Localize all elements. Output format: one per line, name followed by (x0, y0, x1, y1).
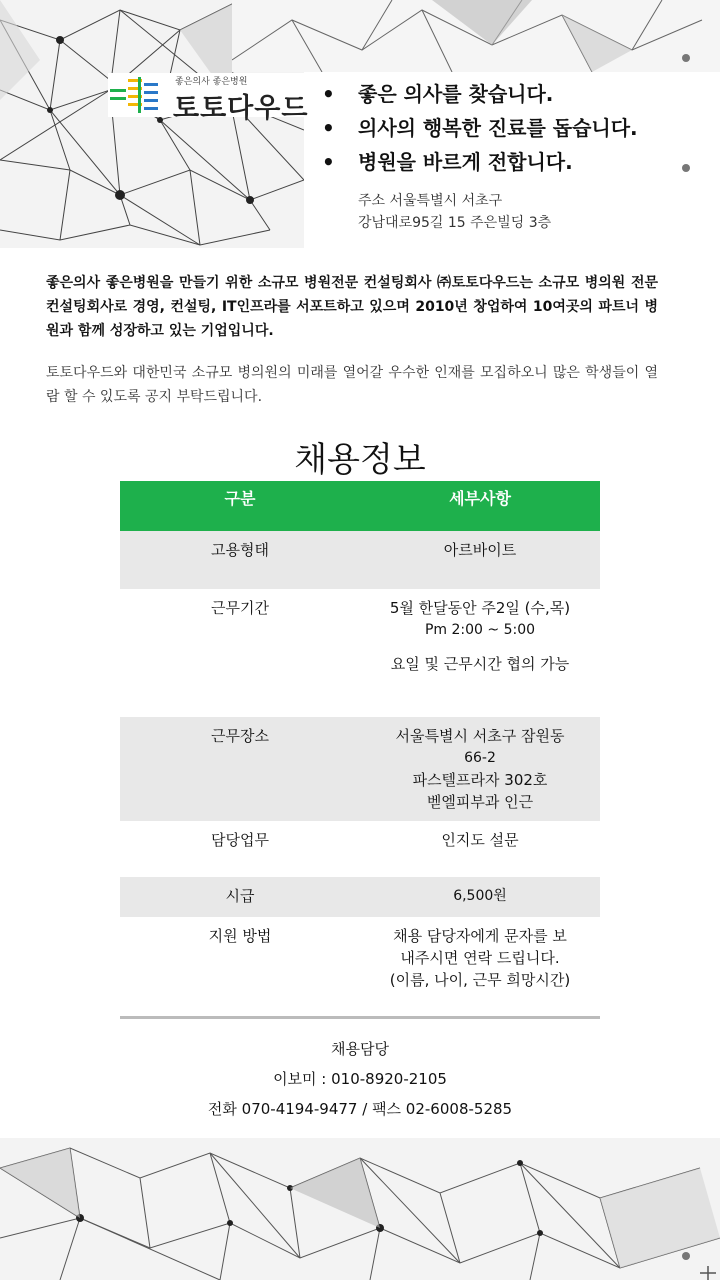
table-row (120, 531, 600, 589)
table-row (120, 917, 600, 995)
notice-paragraph: 토토다우드와 대한민국 소규모 병의원의 미래를 열어갈 우수한 인재를 모집하오니 많은 학생들이 열람 할 수 있도록 공지 부탁드립니다. (46, 365, 658, 405)
value-line: 6,500원 (453, 888, 507, 904)
company-intro: 좋은의사 좋은병원을 만들기 위한 소규모 병원전문 컨설팅회사 ㈜토토다우드는 소규모 병의원 전문 컨설팅회사로 경영, 컨설팅, IT인프라를 서포트하고 있으며 2010년 창업하여 10여곳의 파트너 병원과 함께 성장하고 있는 기업입니다. (46, 275, 658, 339)
polygon-art-top-right (232, 0, 720, 72)
recruit-table (120, 481, 600, 995)
row-label: 시급 (225, 887, 255, 905)
value-line: 인지도 설문 (441, 831, 519, 849)
row-value (360, 821, 600, 877)
value-line: 파스텔프라자 302호 (412, 771, 548, 789)
row-value (360, 917, 600, 995)
row-label: 근무기간 (211, 599, 269, 617)
value-line: (이름, 나이, 근무 희망시간) (389, 971, 571, 989)
row-label: 고용형태 (211, 541, 269, 559)
contact-title: 채용담당 (331, 1040, 389, 1058)
value-line: Pm 2:00 ~ 5:00 (424, 622, 536, 638)
value-line: 아르바이트 (443, 541, 517, 559)
polygon-art-bottom (0, 1138, 720, 1280)
page-title: 채용정보 (294, 440, 426, 480)
row-value (360, 531, 600, 589)
table-header (120, 481, 600, 531)
table-row (120, 717, 600, 821)
row-label: 근무장소 (211, 727, 269, 745)
value-line (360, 641, 600, 653)
table-row (120, 877, 600, 917)
table-row (120, 589, 600, 717)
row-value (360, 589, 600, 717)
row-label: 지원 방법 (208, 927, 272, 945)
dot-decoration (682, 1252, 690, 1260)
value-line: 벧엘피부과 인근 (426, 793, 534, 811)
column-header: 구분 (224, 489, 256, 508)
table-row (120, 821, 600, 877)
divider (120, 1016, 600, 1019)
value-line: 서울특별시 서초구 잠원동 (395, 727, 565, 745)
logo-subtitle: 좋은의사 좋은병원 (175, 77, 248, 87)
mission-item: • 의사의 행복한 진료를 돕습니다. (322, 114, 638, 148)
row-label: 담당업무 (211, 831, 269, 849)
value-line: 채용 담당자에게 문자를 보 (393, 927, 567, 945)
dot-decoration (682, 164, 690, 172)
column-header: 세부사항 (449, 489, 511, 508)
value-line: 5월 한달동안 주2일 (수,목) (389, 599, 571, 617)
mission-item: • 좋은 의사를 찾습니다. (322, 80, 638, 114)
logo-mark-icon (108, 75, 172, 115)
contact-person: 이보미 : 010-8920-2105 (273, 1070, 447, 1088)
mission-list (322, 80, 638, 182)
address-line: 강남대로95길 15 주은빌딩 3층 (358, 215, 552, 231)
row-value (360, 717, 600, 821)
value-line: 내주시면 연락 드립니다. (400, 949, 560, 967)
row-value (360, 877, 600, 917)
mission-item: • 병원을 바르게 전합니다. (322, 148, 638, 182)
contact-phone-fax: 전화 070-4194-9477 / 팩스 02-6008-5285 (207, 1100, 513, 1118)
value-line: 66-2 (464, 750, 496, 766)
address-line: 주소 서울특별시 서초구 (358, 193, 503, 209)
logo-name: 토토다우드 (173, 93, 309, 124)
dot-decoration (682, 54, 690, 62)
value-line: 요일 및 근무시간 협의 가능 (390, 655, 570, 673)
